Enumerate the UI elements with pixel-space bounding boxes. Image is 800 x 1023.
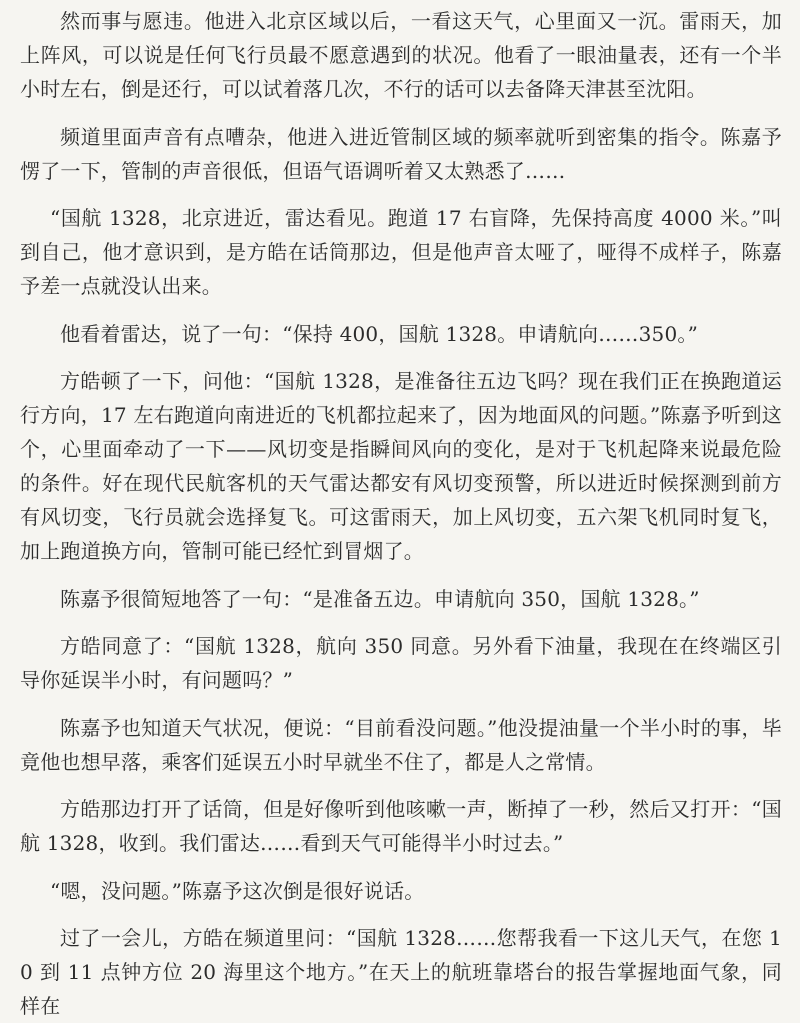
paragraph-1: 然而事与愿违。他进入北京区域以后，一看这天气，心里面又一沉。雷雨天，加上阵风，可以说是任何飞行员最不愿意遇到的状况。他看了一眼油量表，还有一个半小时左右，倒是还行，可以试着落几次，不行的话可以去备降天津甚至沈阳。 [20, 9, 782, 101]
paragraph-2: 频道里面声音有点嘈杂，他进入进近管制区域的频率就听到密集的指令。陈嘉予愣了一下，管制的声音很低，但语气语调听着又太熟悉了…… [20, 124, 782, 183]
paragraph-4: 他看着雷达，说了一句：“保持 400，国航 1328。申请航向……350。” [60, 321, 699, 346]
paragraph-9: 方皓那边打开了话筒，但是好像听到他咳嗽一声，断掉了一秒，然后又打开：“国航 1328，收到。我们雷达……看到天气可能得半小时过去。” [20, 797, 782, 855]
paragraph-11: 过了一会儿，方皓在频道里问：“国航 1328……您帮我看一下这儿天气，在您 10 到 11 点钟方位 20 海里这个地方。”在天上的航班靠塔台的报告掌握地面气象，同样在 [20, 926, 782, 1018]
paragraph-6: 陈嘉予很简短地答了一句：“是准备五边。申请航向 350，国航 1328。” [60, 586, 700, 611]
paragraph-7: 方皓同意了：“国航 1328，航向 350 同意。另外看下油量，我现在在终端区引导你延误半小时，有问题吗？” [20, 634, 782, 692]
paragraph-8: 陈嘉予也知道天气状况，便说：“目前看没问题。”他没提油量一个半小时的事，毕竟他也想早落，乘客们延误五小时早就坐不住了，都是人之常情。 [20, 715, 782, 774]
paragraph-3: “国航 1328，北京进近，雷达看见。跑道 17 右盲降，先保持高度 4000 米。”叫到自己，他才意识到，是方皓在话筒那边，但是他声音太哑了，哑得不成样子，陈嘉予差一点就没认出来。 [20, 206, 782, 298]
paragraph-5: 方皓顿了一下，问他：“国航 1328，是准备往五边飞吗？现在我们正在换跑道运行方向，17 左右跑道向南进近的飞机都拉起来了，因为地面风的问题。”陈嘉予听到这个，心里面牵动了一下——风切变是指瞬间风向的变化，是对于飞机起降来说最危险的条件。好在现代民航客机的天气雷达都安有风切变预警，所以进近时候探测到前方有风切变，飞行员就会选择复飞。可这雷雨天，加上风切变，五六架飞机同时复飞，加上跑道换方向，管制可能已经忙到冒烟了。 [20, 369, 782, 563]
paragraph-10: “嗯，没问题。”陈嘉予这次倒是很好说话。 [50, 878, 425, 903]
